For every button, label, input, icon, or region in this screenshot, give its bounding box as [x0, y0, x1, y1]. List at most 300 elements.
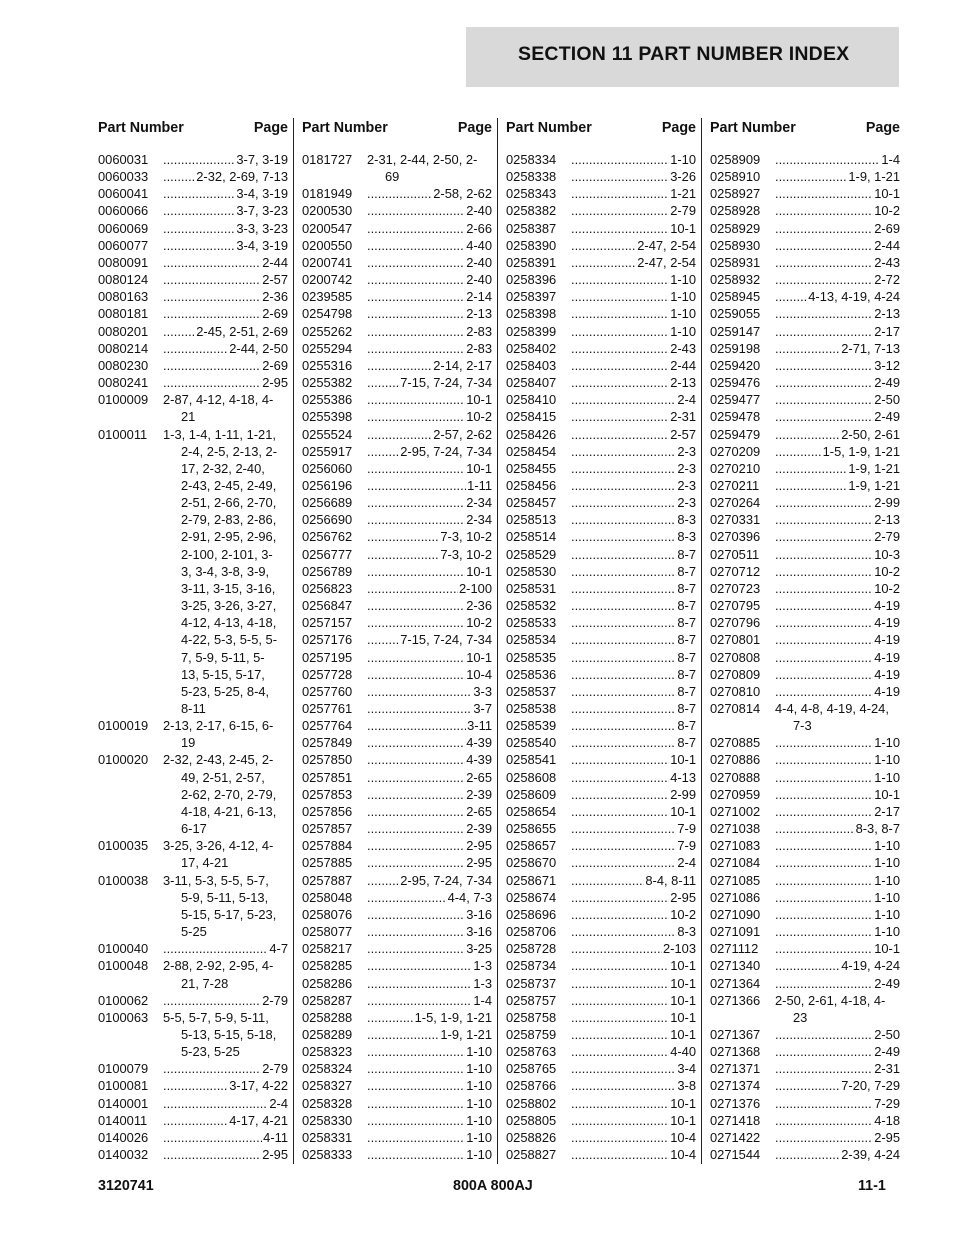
part-number: 0270809	[710, 666, 761, 682]
page-reference: 2-49	[874, 409, 900, 425]
dot-leader	[163, 220, 235, 237]
dot-leader	[367, 1077, 465, 1094]
part-number: 0271366	[710, 992, 761, 1008]
page-reference: 1-10	[874, 735, 900, 751]
part-number: 0255386	[302, 392, 353, 408]
part-number: 0200550	[302, 237, 353, 253]
index-row	[506, 340, 696, 357]
part-number: 0271418	[710, 1112, 761, 1128]
index-row	[506, 803, 696, 820]
dot-leader	[571, 717, 676, 734]
index-row	[710, 923, 900, 940]
part-number: 0258426	[506, 426, 557, 442]
part-number: 0270511	[710, 546, 760, 562]
page-reference: 2-69	[874, 220, 900, 236]
dot-leader	[571, 683, 676, 700]
part-number: 0270808	[710, 649, 761, 665]
page-reference: 2-95, 7-24, 7-34	[400, 872, 492, 888]
page-reference-continued: 49, 2-51, 2-57,	[181, 769, 265, 785]
index-row	[302, 288, 492, 305]
section-title: SECTION 11 PART NUMBER INDEX	[518, 43, 850, 65]
page-reference: 1-3	[473, 958, 492, 974]
page-reference: 1-10	[466, 1044, 492, 1060]
page-reference: 10-1	[874, 186, 900, 202]
index-row	[710, 220, 900, 237]
dot-leader	[775, 940, 873, 957]
page-reference: 2-57, 2-62	[433, 426, 492, 442]
page-reference: 2-103	[663, 941, 696, 957]
page-reference: 2-95	[466, 855, 492, 871]
dot-leader	[571, 511, 676, 528]
dot-leader	[367, 1146, 465, 1163]
index-row	[98, 1060, 288, 1077]
index-row	[710, 151, 900, 168]
part-number: 0259147	[710, 323, 761, 339]
index-row	[506, 649, 696, 666]
page-reference: 1-3, 1-4, 1-11, 1-21,	[163, 426, 276, 442]
index-row	[506, 769, 696, 786]
part-number: 0080230	[98, 357, 149, 373]
index-row	[506, 220, 696, 237]
index-row	[98, 1095, 288, 1112]
index-row	[710, 837, 900, 854]
index-row	[98, 254, 288, 271]
index-row	[98, 305, 288, 322]
page-reference: 10-1	[466, 460, 492, 476]
index-row	[302, 717, 492, 734]
part-number: 0271368	[710, 1044, 761, 1060]
index-row	[710, 511, 900, 528]
page-reference: 2-43	[670, 340, 696, 356]
part-number: 0255294	[302, 340, 353, 356]
index-row	[302, 374, 492, 391]
page-reference: 1-10	[874, 838, 900, 854]
page-reference: 1-10	[466, 1095, 492, 1111]
index-row	[506, 580, 696, 597]
page-reference: 10-1	[670, 752, 696, 768]
index-row	[98, 717, 288, 751]
index-row	[506, 305, 696, 322]
dot-leader	[571, 1095, 669, 1112]
dot-leader	[571, 288, 669, 305]
index-row	[506, 1129, 696, 1146]
dot-leader	[775, 1095, 873, 1112]
page-reference: 2-99	[874, 495, 900, 511]
index-row	[98, 220, 288, 237]
part-number: 0258805	[506, 1112, 557, 1128]
page-reference: 2-36	[466, 598, 492, 614]
dot-leader	[775, 391, 873, 408]
dot-leader	[163, 374, 261, 391]
index-row	[302, 305, 492, 322]
page-reference: 10-1	[874, 786, 900, 802]
part-number: 0258538	[506, 701, 557, 716]
dot-leader	[571, 220, 669, 237]
part-number: 0270814	[710, 701, 761, 716]
page-reference: 2-39, 4-24	[841, 1147, 900, 1163]
page-reference: 2-36	[262, 289, 288, 305]
dot-leader	[775, 872, 873, 889]
index-row	[506, 614, 696, 631]
dot-leader	[571, 528, 676, 545]
part-number: 0270264	[710, 495, 761, 511]
index-row	[302, 563, 492, 580]
dot-leader	[367, 614, 465, 631]
index-row	[98, 426, 288, 718]
page-reference: 4-13	[670, 769, 696, 785]
index-row	[302, 460, 492, 477]
part-number: 0270886	[710, 752, 761, 768]
index-row	[98, 1077, 288, 1094]
dot-leader	[571, 1043, 669, 1060]
index-row	[98, 957, 288, 991]
page-reference: 8-3, 8-7	[855, 821, 900, 837]
part-number: 0257850	[302, 752, 353, 768]
part-number: 0271371	[710, 1061, 761, 1077]
part-number: 0258076	[302, 906, 353, 922]
dot-leader	[571, 837, 676, 854]
page-reference: 3-11	[467, 718, 492, 734]
index-row	[506, 889, 696, 906]
page-reference-continued: 4-18, 4-21, 6-13,	[181, 803, 277, 819]
index-row	[98, 751, 288, 837]
part-number: 0271112	[710, 941, 759, 957]
index-row	[302, 957, 492, 974]
index-row	[506, 288, 696, 305]
index-row	[302, 391, 492, 408]
part-number: 0258529	[506, 546, 557, 562]
page-reference-continued: 17, 2-32, 2-40,	[181, 460, 265, 476]
part-number: 0060041	[98, 186, 149, 202]
part-number: 0140026	[98, 1129, 149, 1145]
part-number: 0258403	[506, 357, 557, 373]
part-number: 0258930	[710, 237, 761, 253]
part-number: 0258390	[506, 237, 557, 253]
page-reference: 7-9	[677, 821, 696, 837]
part-number: 0258532	[506, 598, 557, 614]
index-row	[302, 580, 492, 597]
index-row	[302, 923, 492, 940]
index-row	[506, 700, 696, 717]
index-row	[302, 683, 492, 700]
dot-leader	[775, 906, 873, 923]
dot-leader	[163, 1112, 228, 1129]
page-reference: 3-7, 3-23	[236, 203, 288, 219]
page-reference-continued: 2-62, 2-70, 2-79,	[181, 786, 277, 802]
part-number-heading: Part Number	[98, 120, 184, 136]
index-row	[710, 426, 900, 443]
index-row	[98, 837, 288, 871]
part-number: 0259479	[710, 426, 761, 442]
part-number: 0258285	[302, 958, 353, 974]
page-reference: 10-1	[670, 958, 696, 974]
page-reference: 2-49	[874, 375, 900, 391]
index-row	[710, 1112, 900, 1129]
part-number: 0257857	[302, 821, 353, 837]
page-reference: 3-3	[473, 683, 492, 699]
page-reference: 10-1	[670, 1009, 696, 1025]
dot-leader	[775, 1043, 873, 1060]
part-number: 0100035	[98, 838, 149, 854]
dot-leader	[571, 494, 676, 511]
page-reference: 3-3, 3-23	[236, 220, 288, 236]
part-number: 0100048	[98, 958, 149, 974]
dot-leader	[571, 477, 676, 494]
dot-leader	[571, 408, 669, 425]
page-reference: 1-21	[670, 186, 696, 202]
dot-leader	[163, 202, 235, 219]
page-reference: 2-32, 2-43, 2-45, 2-	[163, 752, 274, 768]
page-reference-continued: 2-100, 2-101, 3-	[181, 546, 273, 562]
dot-leader	[571, 374, 669, 391]
index-row	[98, 374, 288, 391]
index-row	[710, 786, 900, 803]
page-reference: 2-49	[874, 975, 900, 991]
index-row	[506, 323, 696, 340]
index-row	[98, 1112, 288, 1129]
part-number: 0080091	[98, 254, 149, 270]
page-reference: 8-7	[677, 598, 696, 614]
index-row	[98, 202, 288, 219]
page-reference: 4-19	[874, 649, 900, 665]
page-reference: 1-10	[670, 289, 696, 305]
dot-leader	[163, 168, 195, 185]
part-number: 0271364	[710, 975, 761, 991]
dot-leader	[163, 1146, 261, 1163]
part-number: 0270210	[710, 460, 761, 476]
dot-leader	[571, 1129, 669, 1146]
page-reference: 2-83	[466, 323, 492, 339]
page-reference-continued: 5-9, 5-11, 5-13,	[181, 889, 269, 905]
index-row	[302, 940, 492, 957]
part-number: 0258531	[506, 580, 557, 596]
part-number: 0270209	[710, 443, 761, 459]
index-row	[710, 940, 900, 957]
page-reference: 1-4	[473, 992, 492, 1008]
part-number: 0258826	[506, 1129, 557, 1145]
dot-leader	[367, 1009, 414, 1026]
dot-leader	[775, 202, 873, 219]
dot-leader	[571, 957, 669, 974]
part-number: 0100062	[98, 992, 149, 1008]
part-number: 0256823	[302, 580, 353, 596]
index-row	[302, 323, 492, 340]
index-row	[506, 786, 696, 803]
dot-leader	[367, 649, 465, 666]
index-row	[710, 340, 900, 357]
page-reference: 3-25, 3-26, 4-12, 4-	[163, 838, 274, 854]
part-number: 0060031	[98, 152, 149, 167]
page-reference: 4-19	[874, 683, 900, 699]
part-number: 0271374	[710, 1078, 761, 1094]
page-reference: 2-95	[262, 375, 288, 391]
index-row	[710, 683, 900, 700]
dot-leader	[163, 1060, 261, 1077]
dot-leader	[367, 546, 439, 563]
part-number: 0256762	[302, 529, 353, 545]
dot-leader	[163, 254, 261, 271]
dot-leader	[367, 957, 472, 974]
part-number: 0258407	[506, 375, 557, 391]
index-row	[302, 546, 492, 563]
dot-leader	[571, 769, 669, 786]
page-reference: 2-57	[262, 272, 288, 288]
index-row	[302, 837, 492, 854]
index-row	[506, 872, 696, 889]
part-number: 0258455	[506, 460, 557, 476]
page-reference: 2-4	[677, 392, 696, 408]
index-row	[506, 1112, 696, 1129]
page-reference: 3-4, 3-19	[236, 237, 288, 253]
index-row	[98, 940, 288, 957]
index-row	[506, 1146, 696, 1163]
dot-leader	[367, 357, 432, 374]
index-row	[710, 323, 900, 340]
part-number: 0258757	[506, 992, 557, 1008]
index-row	[710, 734, 900, 751]
part-number: 0258217	[302, 941, 353, 957]
index-row	[302, 614, 492, 631]
part-number: 0258334	[506, 152, 557, 167]
index-row	[710, 254, 900, 271]
page-reference: 1-10	[670, 323, 696, 339]
part-number: 0270795	[710, 598, 761, 614]
page-reference: 2-14, 2-17	[433, 357, 492, 373]
index-row	[506, 923, 696, 940]
page-reference: 8-4, 8-11	[645, 872, 696, 888]
dot-leader	[367, 580, 458, 597]
index-row	[302, 631, 492, 648]
index-row	[98, 1009, 288, 1060]
part-number: 0200530	[302, 203, 353, 219]
index-row	[710, 854, 900, 871]
page-reference: 3-7	[473, 701, 492, 716]
page-reference: 1-11	[467, 477, 492, 493]
index-row	[98, 1129, 288, 1146]
dot-leader	[775, 443, 822, 460]
part-number: 0200741	[302, 254, 353, 270]
index-row	[302, 992, 492, 1009]
part-number: 0100009	[98, 392, 149, 408]
part-number: 0256789	[302, 563, 353, 579]
dot-leader	[571, 563, 676, 580]
page-reference: 4-17, 4-21	[229, 1112, 288, 1128]
part-number: 0258398	[506, 306, 557, 322]
part-number: 0258457	[506, 495, 557, 511]
dot-leader	[163, 1095, 268, 1112]
index-row	[302, 734, 492, 751]
dot-leader	[775, 477, 847, 494]
part-number: 0270331	[710, 512, 761, 528]
dot-leader	[775, 305, 873, 322]
index-row	[506, 837, 696, 854]
index-row	[710, 408, 900, 425]
part-number: 0258410	[506, 392, 557, 408]
part-number: 0258330	[302, 1112, 353, 1128]
part-number: 0255382	[302, 375, 353, 391]
index-row	[506, 1095, 696, 1112]
page-reference: 1-4	[881, 152, 900, 167]
part-number: 0270712	[710, 563, 761, 579]
dot-leader	[775, 546, 873, 563]
dot-leader	[571, 340, 669, 357]
part-number: 0257728	[302, 666, 353, 682]
page-reference: 4-4, 7-3	[447, 889, 492, 905]
part-number: 0259478	[710, 409, 761, 425]
page-reference: 2-44	[262, 254, 288, 270]
index-row	[710, 288, 900, 305]
dot-leader	[571, 889, 669, 906]
page-reference: 2-13	[874, 512, 900, 528]
page-reference: 8-3	[677, 924, 696, 940]
dot-leader	[367, 923, 465, 940]
dot-leader	[775, 408, 873, 425]
page-reference: 2-31	[874, 1061, 900, 1077]
dot-leader	[367, 1043, 465, 1060]
page-reference: 1-10	[874, 924, 900, 940]
index-row	[710, 975, 900, 992]
index-row	[98, 391, 288, 425]
dot-leader	[571, 426, 669, 443]
page-reference-continued: 17, 4-21	[181, 855, 229, 871]
index-row	[506, 477, 696, 494]
page-heading: Page	[253, 120, 288, 136]
index-row	[710, 820, 900, 837]
part-number-heading: Part Number	[302, 120, 388, 136]
index-row	[506, 906, 696, 923]
index-row	[302, 1060, 492, 1077]
index-row	[302, 906, 492, 923]
index-row	[302, 751, 492, 768]
page-reference: 4-11	[263, 1129, 288, 1145]
part-number: 0271544	[710, 1147, 761, 1163]
index-row	[506, 271, 696, 288]
page-reference-continued: 3, 3-4, 3-8, 3-9,	[181, 563, 270, 579]
index-row	[710, 1095, 900, 1112]
dot-leader	[367, 477, 466, 494]
dot-leader	[775, 374, 873, 391]
index-row	[506, 631, 696, 648]
index-row	[710, 906, 900, 923]
dot-leader	[163, 271, 261, 288]
page-reference: 1-10	[874, 872, 900, 888]
part-number: 0258534	[506, 632, 557, 648]
index-row	[302, 185, 492, 202]
dot-leader	[367, 443, 399, 460]
page-reference: 10-4	[670, 1129, 696, 1145]
part-number: 0258609	[506, 786, 557, 802]
index-row	[98, 357, 288, 374]
dot-leader	[571, 151, 669, 168]
dot-leader	[367, 494, 465, 511]
index-rows	[302, 151, 492, 1163]
dot-leader	[367, 185, 432, 202]
dot-leader	[571, 872, 644, 889]
part-number: 0100019	[98, 718, 149, 734]
page-reference: 10-2	[874, 203, 900, 219]
page-reference: 2-79	[262, 992, 288, 1008]
dot-leader	[367, 271, 465, 288]
dot-leader	[163, 1129, 262, 1146]
dot-leader	[775, 271, 873, 288]
dot-leader	[367, 426, 432, 443]
part-number: 0060077	[98, 237, 149, 253]
part-number: 0181727	[302, 152, 353, 167]
page-reference: 2-95	[670, 889, 696, 905]
part-number: 0270723	[710, 580, 761, 596]
part-number: 0258327	[302, 1078, 353, 1094]
page-reference: 7-3, 10-2	[440, 546, 492, 562]
